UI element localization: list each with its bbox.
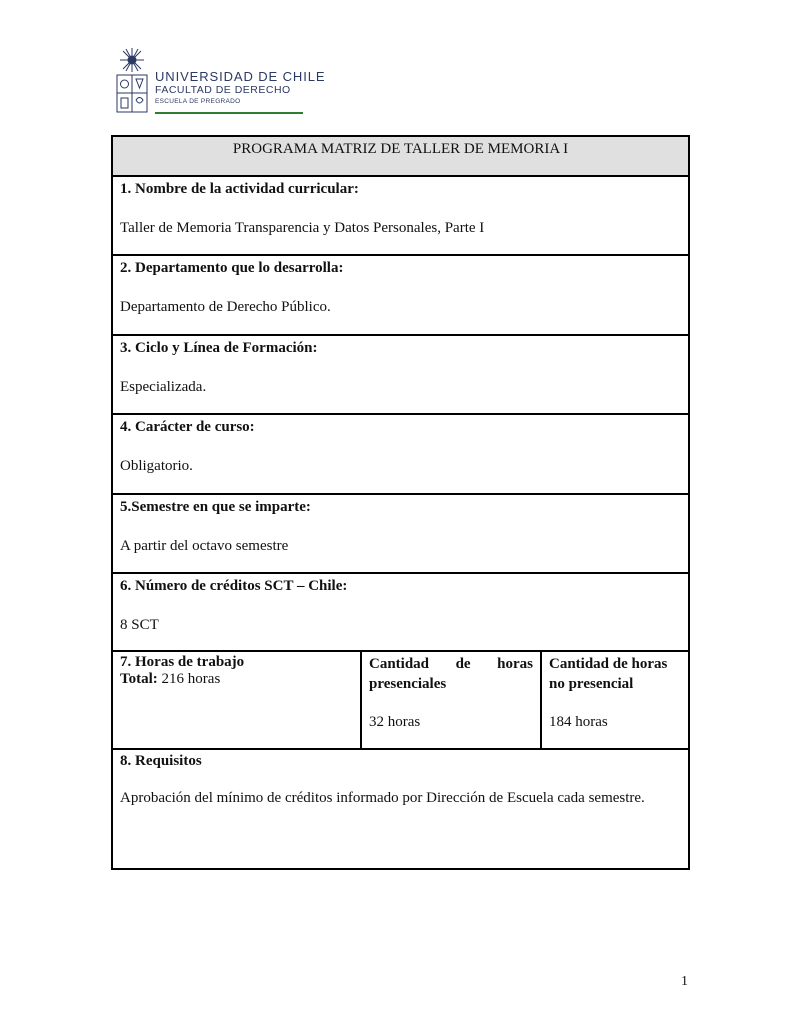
program-matrix-table — [111, 135, 690, 870]
section-semester — [113, 495, 688, 574]
total-label: Total: — [120, 671, 158, 687]
section-heading: 2. Departamento que lo desarrolla: — [120, 260, 344, 276]
presencial-hours-cell — [362, 652, 542, 748]
university-logo — [115, 48, 326, 116]
section-value: Departamento de Derecho Público. — [120, 299, 331, 315]
section-department — [113, 256, 688, 336]
section-heading: 8. Requisitos — [120, 753, 202, 769]
page-number: 1 — [681, 974, 688, 989]
total-hours-cell — [113, 652, 362, 748]
program-title: PROGRAMA MATRIZ DE TALLER DE MEMORIA I — [232, 141, 569, 157]
section-value: 8 SCT — [120, 617, 159, 633]
section-heading: 6. Número de créditos SCT – Chile: — [120, 578, 348, 594]
hours-heading: 7. Horas de trabajo — [120, 654, 245, 670]
section-value: Especializada. — [120, 379, 207, 395]
logo-divider — [155, 112, 303, 114]
section-value: A partir del octavo semestre — [120, 538, 289, 554]
presencial-heading-line2: presenciales — [369, 676, 447, 692]
total-hours-line — [120, 671, 353, 688]
logo-text — [155, 70, 325, 106]
total-value: 216 horas — [157, 671, 221, 687]
section-value: Obligatorio. — [120, 458, 193, 474]
section-value: Aprobación del mínimo de créditos informado por Dirección de Escuela cada semestre. — [120, 790, 645, 806]
section-credits — [113, 574, 688, 652]
presencial-heading-line1: Cantidad de horas — [369, 656, 533, 672]
section-heading: 5.Semestre en que se imparte: — [120, 499, 311, 515]
section-course-type — [113, 415, 688, 495]
faculty-name: FACULTAD DE DERECHO — [155, 84, 291, 96]
section-heading: 3. Ciclo y Línea de Formación: — [120, 340, 318, 356]
no-presencial-heading-line2: no presencial — [549, 676, 634, 692]
section-activity-name — [113, 177, 688, 256]
section-heading: 4. Carácter de curso: — [120, 419, 255, 435]
no-presencial-heading-line1: Cantidad de horas — [549, 656, 668, 672]
section-work-hours — [113, 652, 688, 750]
section-heading: 1. Nombre de la actividad curricular: — [120, 181, 359, 197]
no-presencial-value: 184 horas — [549, 714, 608, 730]
presencial-value: 32 horas — [369, 714, 421, 730]
university-name: UNIVERSIDAD DE CHILE — [155, 69, 326, 84]
university-seal-icon — [115, 48, 149, 114]
section-requirements — [113, 750, 688, 868]
section-value: Taller de Memoria Transparencia y Datos Personales, Parte I — [120, 220, 485, 236]
no-presencial-hours-cell — [542, 652, 688, 748]
program-title-row — [113, 137, 688, 177]
school-name: ESCUELA DE PREGRADO — [155, 98, 241, 105]
section-cycle — [113, 336, 688, 415]
